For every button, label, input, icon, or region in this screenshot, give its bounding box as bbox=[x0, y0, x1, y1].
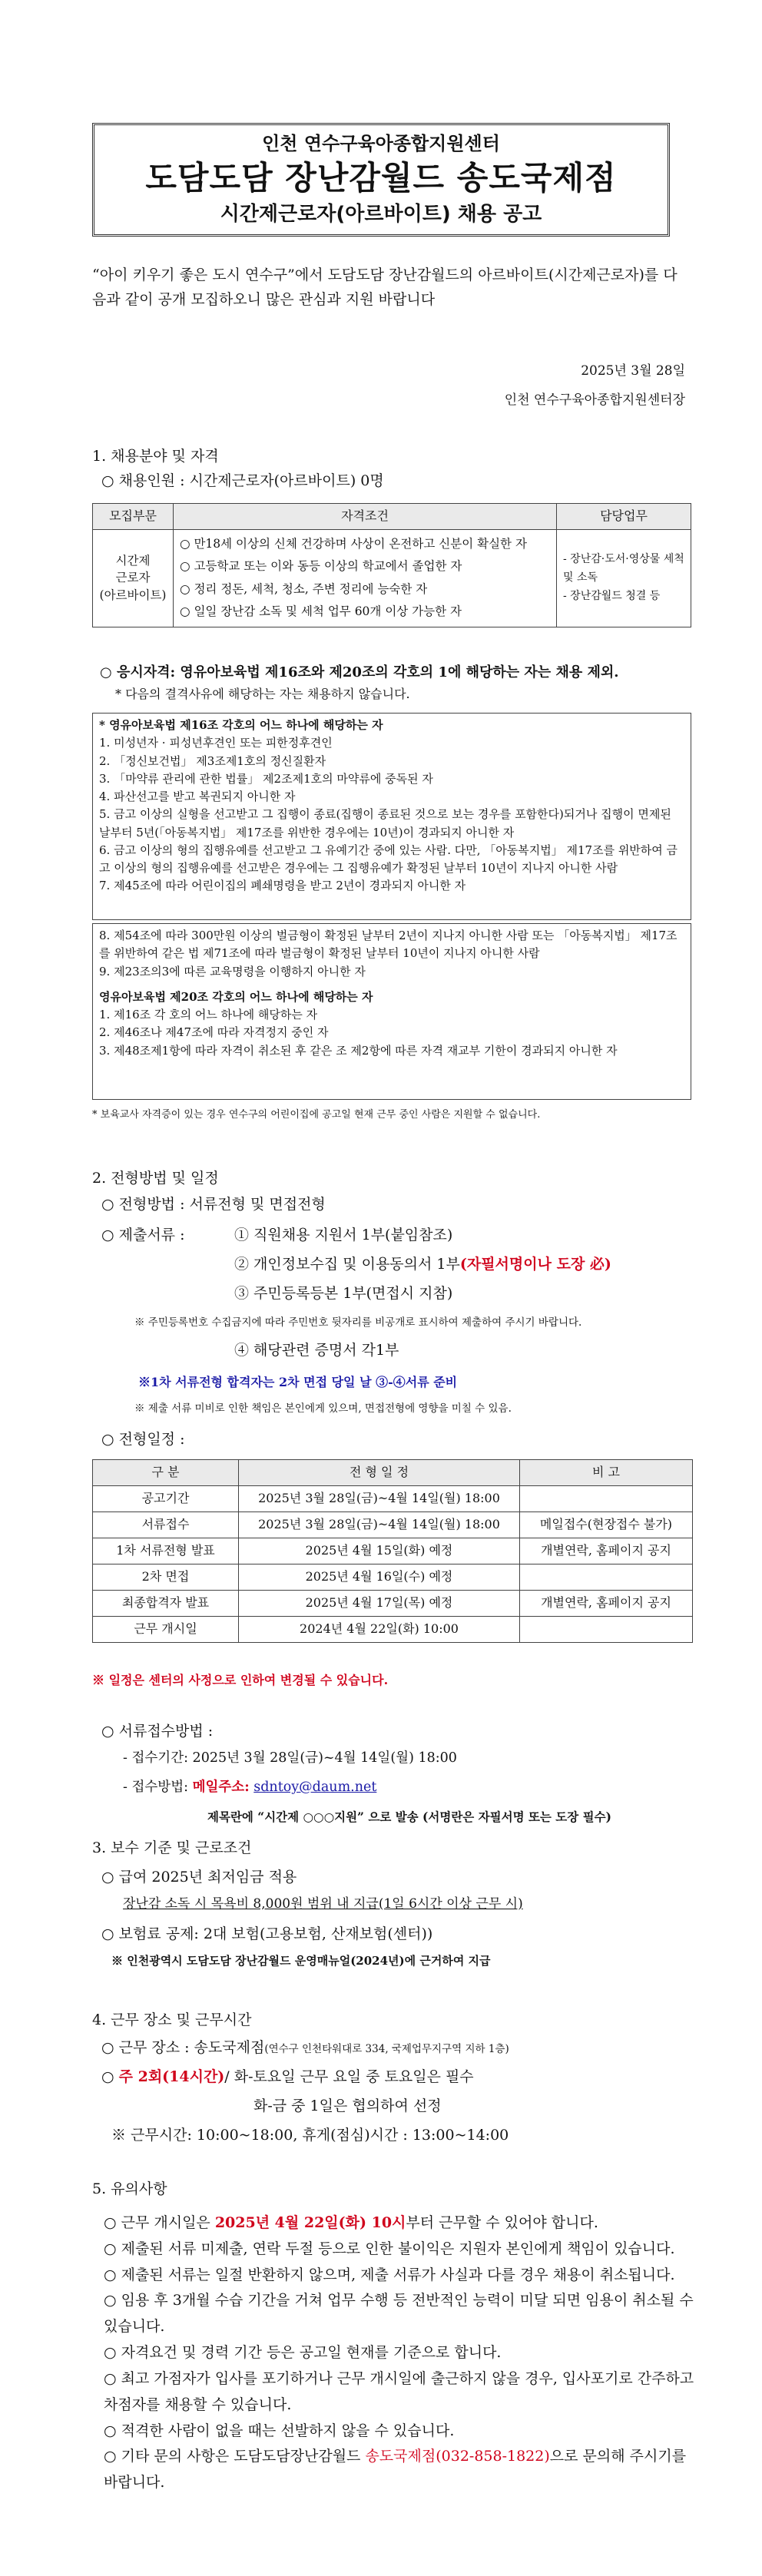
condition-item: ○ 만18세 이상의 신체 건강하며 사상이 온전하고 신분이 확실한 자 bbox=[180, 536, 527, 551]
condition-item: ○ 고등학교 또는 이와 동등 이상의 학교에서 졸업한 자 bbox=[180, 559, 462, 574]
disqualification-box-2 bbox=[92, 923, 691, 1100]
duties-cell bbox=[557, 529, 691, 627]
schedule-cell bbox=[520, 1486, 693, 1512]
pay-detail: 장난감 소독 시 목욕비 8,000원 범위 내 지급(1일 6시간 이상 근무 시) bbox=[123, 1896, 523, 1912]
doc-note-2: ※ 제출 서류 미비로 인한 책임은 본인에게 있으며, 면접전형에 영향을 미칠 수 있음. bbox=[134, 1402, 512, 1415]
section1-heading: 1. 채용분야 및 자격 bbox=[92, 448, 219, 465]
apply-label: ○ 서류접수방법 : bbox=[101, 1723, 214, 1740]
work-place bbox=[101, 2037, 509, 2059]
schedule-cell bbox=[520, 1564, 693, 1591]
table-row bbox=[93, 1564, 693, 1591]
box-note: * 보육교사 자격증이 있는 경우 연수구의 어린이집에 공고일 현재 근무 중인 사람은 지원할 수 없습니다. bbox=[92, 1109, 541, 1121]
qualification-table bbox=[92, 503, 691, 627]
selection-method: ○ 전형방법 : 서류전형 및 면접전형 bbox=[101, 1196, 326, 1213]
duty-item: - 장난감월드 청결 등 bbox=[563, 589, 661, 602]
doc-item-2 bbox=[234, 1253, 611, 1276]
list-item: 2. 제46조나 제47조에 따라 자격정지 중인 자 bbox=[99, 1025, 329, 1040]
list-item: 3. 「마약류 관리에 관한 법률」 제2조제1호의 마약류에 중독된 자 bbox=[99, 771, 433, 786]
schedule-cell: 1차 서류전형 발표 bbox=[93, 1538, 239, 1564]
category-cell: 시간제 근로자 (아르바이트) bbox=[93, 529, 174, 627]
insurance: ○ 보험료 공제: 2대 보험(고용보험, 산재보험(센터)) bbox=[101, 1925, 433, 1942]
list-item: 1. 제16조 각 호의 어느 하나에 해당하는 자 bbox=[99, 1008, 318, 1021]
intro-text: “아이 키우기 좋은 도시 연수구”에서 도담도담 장난감월드의 아르바이트(시간제근로자)를 다음과 같이 공개 모집하오니 많은 관심과 지원 바랍니다 bbox=[92, 267, 678, 309]
list-item: 2. 「정신보건법」 제3조제1호의 정신질환자 bbox=[99, 753, 326, 768]
schedule-cell bbox=[520, 1617, 693, 1643]
schedule-cell: 공고기간 bbox=[93, 1486, 239, 1512]
box-title: * 영유아보육법 제16조 각호의 어느 하나에 해당하는 자 bbox=[99, 718, 383, 732]
notice-item bbox=[104, 2444, 695, 2496]
list-item: 1. 미성년자 · 피성년후견인 또는 피한정후견인 bbox=[99, 736, 333, 750]
eligibility-note: * 다음의 결격사유에 해당하는 자는 채용하지 않습니다. bbox=[115, 687, 410, 701]
doc-item-4: ④ 해당관련 증명서 각1부 bbox=[234, 1342, 399, 1359]
section5-heading: 5. 유의사항 bbox=[92, 2180, 167, 2197]
schedule-note: ※ 일정은 센터의 사정으로 인하여 변경될 수 있습니다. bbox=[92, 1673, 389, 1687]
section2-heading: 2. 전형방법 및 일정 bbox=[92, 1170, 219, 1187]
schedule-table bbox=[92, 1459, 693, 1643]
contact-b: 으로 문의해 주시기를 바랍니다. bbox=[104, 2448, 687, 2492]
recruit-count: ○ 채용인원 : 시간제근로자(아르바이트) 0명 bbox=[101, 472, 384, 489]
schedule-cell: 개별연락, 홈페이지 공지 bbox=[520, 1538, 693, 1564]
signer: 인천 연수구육아종합지원센터장 bbox=[504, 392, 685, 408]
doc-item-1: ① 직원채용 지원서 1부(붙임참조) bbox=[234, 1227, 453, 1243]
list-item: 8. 제54조에 따라 300만원 이상의 벌금형이 확정된 날부터 2년이 지나지 아니한 사람 또는 「아동복지법」 제17조를 위반하여 같은 법 제71조에 따라 벌금형이 확정된 날부터 10년이 지나지 아니한 사람 bbox=[99, 929, 678, 961]
doc-item-2-required: (자필서명이나 도장 必) bbox=[459, 1256, 611, 1273]
contact-phone: 송도국제점(032-858-1822) bbox=[365, 2448, 550, 2465]
docs-label: ○ 제출서류 : bbox=[101, 1227, 185, 1243]
apply-period: - 접수기간: 2025년 3월 28일(금)~4월 14일(월) 18:00 bbox=[123, 1750, 457, 1766]
schedule-label: ○ 전형일정 : bbox=[101, 1431, 185, 1448]
list-item: 4. 파산선고를 받고 복권되지 아니한 자 bbox=[99, 790, 296, 803]
work-days-detail: / 화-토요일 근무 요일 중 토요일은 필수 bbox=[224, 2068, 474, 2085]
notice-item: ○ 제출된 서류 미제출, 연락 두절 등으로 인한 불이익은 지원자 본인에게 책임이 있습니다. bbox=[104, 2240, 675, 2257]
notice-item bbox=[104, 2210, 695, 2237]
table-header: 담당업무 bbox=[557, 504, 691, 530]
schedule-cell: 근무 개시일 bbox=[93, 1617, 239, 1643]
table-row bbox=[93, 1591, 693, 1617]
doc-item-3: ③ 주민등록등본 1부(면접시 지참) bbox=[234, 1285, 453, 1302]
section4-heading: 4. 근무 장소 및 근무시간 bbox=[92, 2011, 252, 2028]
announce-date: 2025년 3월 28일 bbox=[581, 363, 685, 379]
pay-regulation: ※ 인천광역시 도담도담 장난감월드 운영매뉴얼(2024년)에 근거하여 지급 bbox=[111, 1954, 491, 1968]
schedule-cell: 서류접수 bbox=[93, 1512, 239, 1538]
work-days bbox=[101, 2066, 474, 2088]
apply-email-prefix: 메일주소: bbox=[192, 1780, 250, 1795]
list-item: 3. 제48조제1항에 따라 자격이 취소된 후 같은 조 제2항에 따른 자격 재교부 기한이 경과되지 아니한 자 bbox=[99, 1043, 618, 1058]
table-header: 전 형 일 정 bbox=[239, 1460, 520, 1486]
list-item: 6. 금고 이상의 형의 집행유예를 선고받고 그 유예기간 중에 있는 사람. 다만, 「아동복지법」 제17조를 위반하여 금고 이상의 형의 집행유예를 선고받은 경우에는 그 집행유예가 확정된 날부터 10년이 지나지 아니한 사람 bbox=[99, 843, 678, 875]
pay-basis: ○ 급여 2025년 최저임금 적용 bbox=[101, 1869, 297, 1886]
doc-item-2-text: ② 개인정보수집 및 이용동의서 1부 bbox=[234, 1256, 460, 1273]
schedule-cell: 개별연락, 홈페이지 공지 bbox=[520, 1591, 693, 1617]
notice-start-date: 2025년 4월 22일(화) 10시 bbox=[214, 2214, 406, 2231]
list-item: 5. 금고 이상의 실형을 선고받고 그 집행이 종료(집행이 종료된 것으로 보는 경우를 포함한다)되거나 집행이 면제된 날부터 5년(「아동복지법」 제17조를 위반한 경우에는 10년)이 경과되지 아니한 자 bbox=[99, 807, 671, 839]
schedule-cell: 2025년 3월 28일(금)~4월 14일(월) 18:00 bbox=[239, 1512, 520, 1538]
notice-item: ○ 임용 후 3개월 수습 기간을 거쳐 업무 수행 등 전반적인 능력이 미달 되면 임용이 취소될 수 있습니다. bbox=[104, 2292, 694, 2336]
header-box bbox=[92, 123, 670, 237]
org-name: 인천 연수구육아종합지원센터 bbox=[262, 133, 500, 154]
notice-item: ○ 자격요건 및 경력 기간 등은 공고일 현재를 기준으로 합니다. bbox=[104, 2344, 502, 2362]
page-title: 도담도담 장난감월드 송도국제점 bbox=[145, 159, 617, 197]
table-row bbox=[93, 529, 691, 627]
bullet-icon: ○ bbox=[101, 2068, 119, 2085]
work-days-line2: 화-금 중 1일은 협의하여 선정 bbox=[253, 2098, 442, 2114]
table-row bbox=[93, 1617, 693, 1643]
schedule-cell: 최종합격자 발표 bbox=[93, 1591, 239, 1617]
work-place-address: (연수구 인천타워대로 334, 국제업무지구역 지하 1층) bbox=[264, 2043, 509, 2055]
page-subtitle: 시간제근로자(아르바이트) 채용 공고 bbox=[220, 203, 542, 226]
work-place-label: ○ 근무 장소 : 송도국제점 bbox=[101, 2039, 265, 2056]
box-title: 영유아보육법 제20조 각호의 어느 하나에 해당하는 자 bbox=[99, 989, 373, 1004]
table-header: 모집부문 bbox=[93, 504, 174, 530]
work-hours: ※ 근무시간: 10:00~18:00, 휴게(점심)시간 : 13:00~14:00 bbox=[111, 2127, 509, 2144]
doc-red-note: ※1차 서류전형 합격자는 2차 면접 당일 날 ③-④서류 준비 bbox=[138, 1375, 458, 1389]
notice-list bbox=[104, 2210, 695, 2496]
schedule-cell: 2024년 4월 22일(화) 10:00 bbox=[239, 1617, 520, 1643]
section3-heading: 3. 보수 기준 및 근로조건 bbox=[92, 1839, 252, 1856]
table-header-row bbox=[93, 1460, 693, 1486]
schedule-cell: 2025년 3월 28일(금)~4월 14일(월) 18:00 bbox=[239, 1486, 520, 1512]
notice-item: ○ 최고 가점자가 입사를 포기하거나 근무 개시일에 출근하지 않을 경우, 입사포기로 간주하고 차점자를 채용할 수 있습니다. bbox=[104, 2369, 694, 2413]
condition-item: ○ 정리 정돈, 세척, 청소, 주변 정리에 능숙한 자 bbox=[180, 581, 428, 596]
apply-subject: 제목란에 “시간제 ○○○지원” 으로 발송 (서명란은 자필서명 또는 도장 필수) bbox=[207, 1809, 611, 1824]
list-item: 9. 제23조의3에 따른 교육명령을 이행하지 아니한 자 bbox=[99, 964, 366, 978]
table-row bbox=[93, 1538, 693, 1564]
table-header-row bbox=[93, 504, 691, 530]
disqualification-box-1 bbox=[92, 713, 691, 920]
eligibility: ○ 응시자격: 영유아보육법 제16조와 제20조의 각호의 1에 해당하는 자는 채용 제외. bbox=[100, 664, 619, 680]
table-header: 자격조건 bbox=[174, 504, 557, 530]
notice-item: ○ 적격한 사람이 없을 때는 선발하지 않을 수 있습니다. bbox=[104, 2422, 455, 2439]
condition-item: ○ 일일 장난감 소독 및 세척 업무 60개 이상 가능한 자 bbox=[180, 604, 462, 619]
notice-item: ○ 제출된 서류는 일절 반환하지 않으며, 제출 서류가 사실과 다를 경우 채용이 취소됩니다. bbox=[104, 2266, 675, 2283]
conditions-cell bbox=[174, 529, 557, 627]
notice-start-a: ○ 근무 개시일은 bbox=[104, 2214, 215, 2231]
schedule-cell: 메일접수(현장접수 불가) bbox=[520, 1512, 693, 1538]
table-header: 구 분 bbox=[93, 1460, 239, 1486]
schedule-cell: 2025년 4월 17일(목) 예정 bbox=[239, 1591, 520, 1617]
table-row bbox=[93, 1512, 693, 1538]
apply-email-label: - 접수방법: bbox=[123, 1780, 188, 1795]
schedule-cell: 2차 면접 bbox=[93, 1564, 239, 1591]
schedule-cell: 2025년 4월 16일(수) 예정 bbox=[239, 1564, 520, 1591]
duty-item: - 장난감·도서·영상물 세척 및 소독 bbox=[563, 552, 684, 584]
list-item: 7. 제45조에 따라 어린이집의 폐쇄명령을 받고 2년이 경과되지 아니한 자 bbox=[99, 879, 466, 893]
doc-note: ※ 주민등록번호 수집금지에 따라 주민번호 뒷자리를 비공개로 표시하여 제출하여 주시기 바랍니다. bbox=[134, 1316, 582, 1329]
work-days-count: 주 2회(14시간) bbox=[118, 2068, 225, 2085]
schedule-cell: 2025년 4월 15일(화) 예정 bbox=[239, 1538, 520, 1564]
apply-email-line bbox=[123, 1777, 376, 1798]
table-row bbox=[93, 1486, 693, 1512]
table-header: 비 고 bbox=[520, 1460, 693, 1486]
contact-a: ○ 기타 문의 사항은 도담도담장난감월드 bbox=[104, 2448, 366, 2465]
email-link[interactable]: sdntoy@daum.net bbox=[253, 1780, 377, 1795]
notice-start-b: 부터 근무할 수 있어야 합니다. bbox=[406, 2214, 598, 2231]
